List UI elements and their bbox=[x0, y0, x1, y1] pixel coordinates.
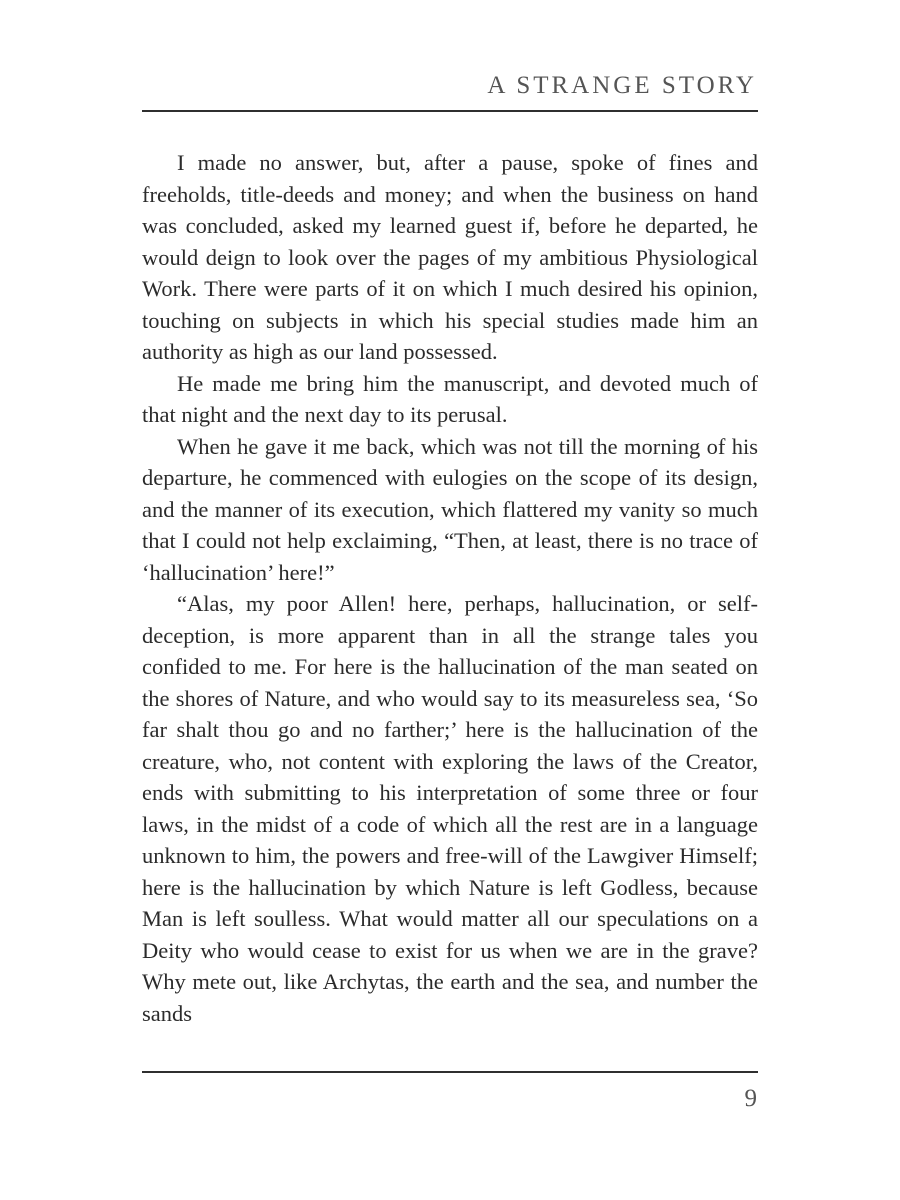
body-text bbox=[142, 147, 758, 1029]
header-rule bbox=[142, 110, 758, 112]
paragraph-4: “Alas, my poor Allen! here, perhaps, hallucination, or self-deception, is more apparent than in all the strange tales you confided to me. For here is the hallucination of the man seated on the shores of Nature, and who would say to its measureless sea, ‘So far shalt thou go and no farther;’ here is the hallucination of the creature, who, not content with exploring the laws of the Creator, ends with submitting to his interpretation of some three or four laws, in the midst of a code of which all the rest are in a language unknown to him, the powers and free-will of the Lawgiver Himself; here is the hallucination by which Nature is left Godless, because Man is left soulless. What would matter all our speculations on a Deity who would cease to exist for us when we are in the grave? Why mete out, like Archytas, the earth and the sea, and number the sands bbox=[142, 591, 758, 1026]
paragraph-1: I made no answer, but, after a pause, spoke of fines and freeholds, title-deeds and money; and when the business on hand was concluded, asked my learned guest if, before he departed, he would deign to look over the pages of my ambitious Physiological Work. There were parts of it on which I much desired his opinion, touching on subjects in which his special studies made him an authority as high as our land possessed. bbox=[142, 150, 758, 364]
page-number: 9 bbox=[744, 1085, 757, 1112]
footer-rule bbox=[142, 1071, 758, 1073]
paragraph-2: He made me bring him the manuscript, and devoted much of that night and the next day to its perusal. bbox=[142, 370, 758, 427]
running-title: A STRANGE STORY bbox=[487, 72, 757, 99]
paragraph-3: When he gave it me back, which was not till the morning of his departure, he commenced with eulogies on the scope of its design, and the manner of its execution, which flattered my vanity so much that I could not help exclaiming, “Then, at least, there is no trace of ‘hallucination’ here!” bbox=[142, 433, 758, 585]
